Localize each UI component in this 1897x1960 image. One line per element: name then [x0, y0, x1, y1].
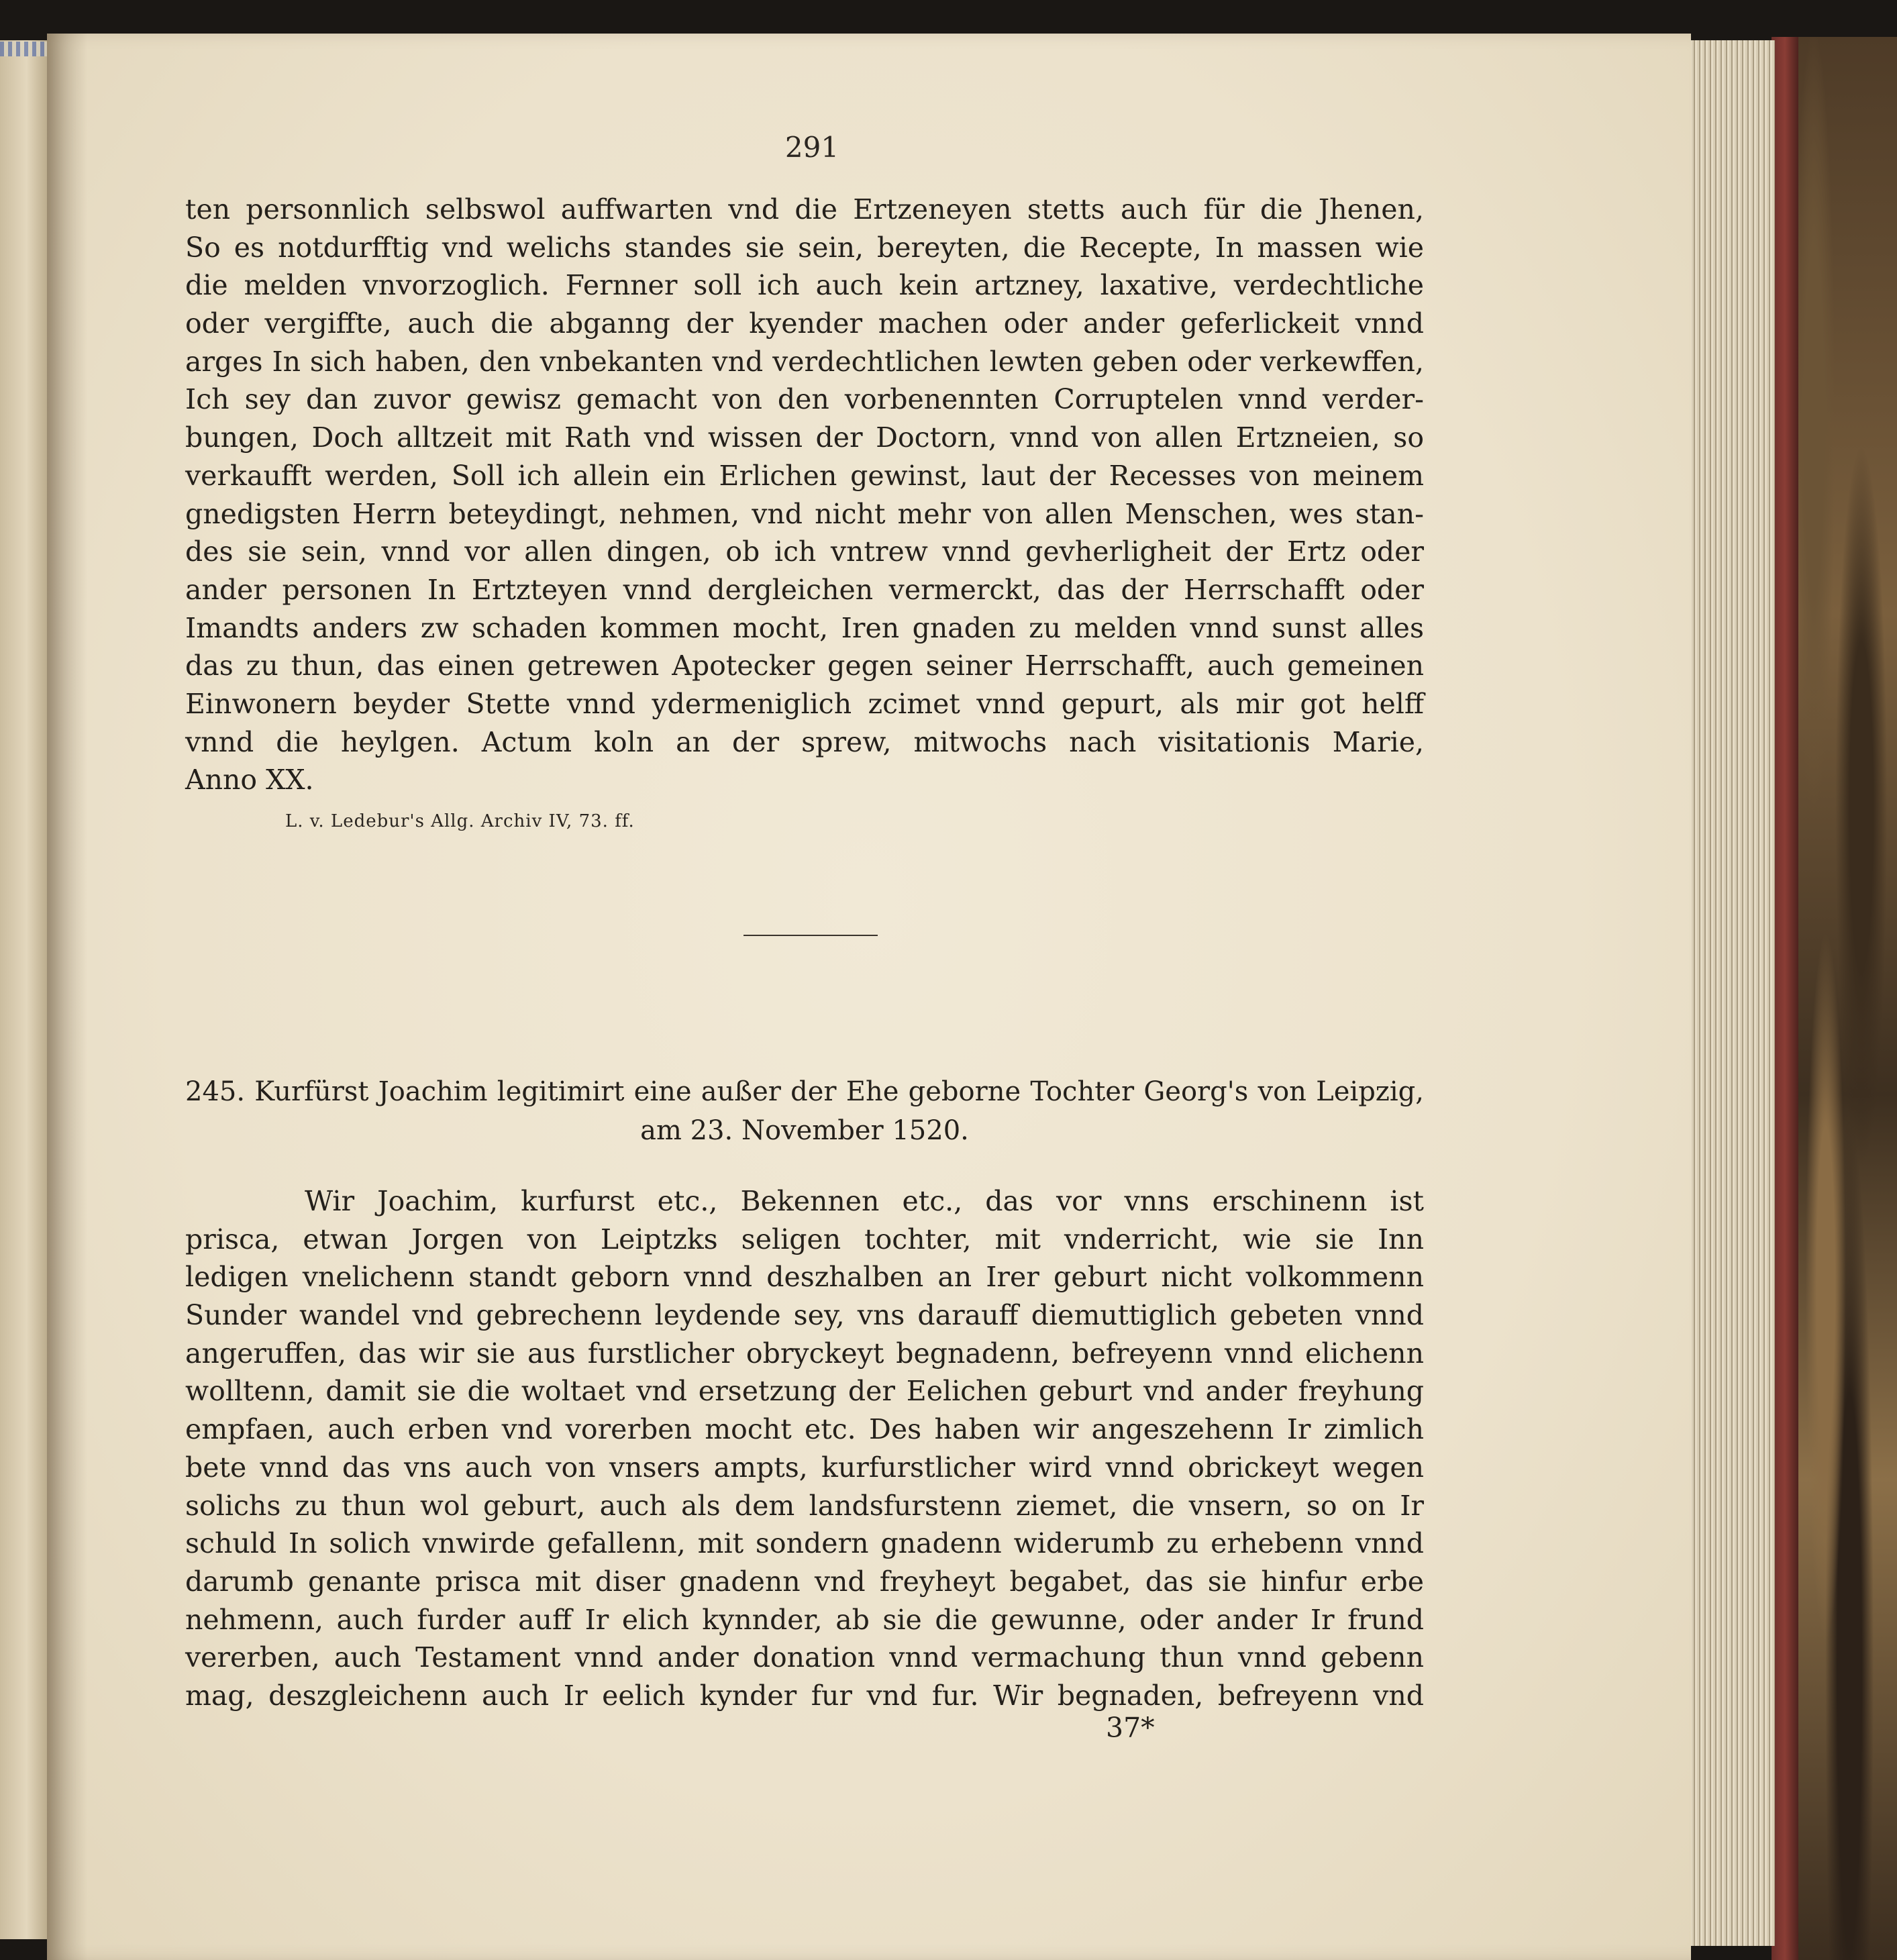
- text-line: das zu thun, das einen getrewen Apotecker gegen seiner Herrschafft, auch gemeinen: [185, 650, 1424, 682]
- text-line: solichs zu thun wol geburt, auch als dem landsfurstenn ziemet, die vnsern, so on Ir: [185, 1489, 1424, 1522]
- text-line: die melden vnvorzoglich. Fernner soll ich auch kein artzney, laxative, verdechtliche: [185, 269, 1424, 302]
- page-number: 291: [784, 131, 839, 164]
- text-line: arges In sich haben, den vnbekanten vnd verdechtlichen lewten geben oder verkewffen,: [185, 345, 1424, 378]
- text-line: bete vnnd das vns auch von vnsers ampts, kurfurstlicher wird vnnd obrickeyt wegen: [185, 1451, 1424, 1484]
- text-line: Einwonern beyder Stette vnnd ydermeniglich zcimet vnnd gepurt, als mir got helff: [185, 687, 1424, 720]
- paragraph-legitimation: [185, 1182, 1424, 1715]
- text-line: empfaen, auch erben vnd vorerben mocht etc. Des haben wir angeszehenn Ir zimlich: [185, 1413, 1424, 1446]
- text-line: ander personen In Ertzteyen vnnd dergleichen vermerckt, das der Herrschafft oder: [185, 573, 1424, 606]
- text-line: mag, deszgleichenn auch Ir eelich kynder fur vnd fur. Wir begnaden, befreyenn vnd: [185, 1679, 1424, 1712]
- document-heading: [185, 1072, 1424, 1150]
- paragraph-charter-end: [185, 191, 1424, 799]
- text-line: verkaufft werden, Soll ich allein ein Erlichen gewinst, laut der Recesses von meinem: [185, 459, 1424, 492]
- heading-title: 245. Kurfürst Joachim legitimirt eine außer der Ehe geborne Tochter Georg's von Leipzig,: [185, 1076, 1424, 1107]
- text-line: darumb genante prisca mit diser gnadenn vnd freyheyt begabet, das sie hinfur erbe: [185, 1565, 1424, 1598]
- gutter-shadow: [47, 34, 87, 1960]
- text-line: schuld In solich vnwirde gefallenn, mit sondern gnadenn widerumb zu erhebenn vnnd: [185, 1527, 1424, 1560]
- text-line: ten personnlich selbswol auffwarten vnd die Ertzeneyen stetts auch für die Jhenen,: [185, 193, 1424, 225]
- text-line: So es notdurfftig vnd welichs standes sie sein, bereyten, die Recepte, In massen wie: [185, 231, 1424, 264]
- text-line: Ich sey dan zuvor gewisz gemacht von den vorbenennten Corruptelen vnnd verder-: [185, 383, 1424, 416]
- text-line: des sie sein, vnnd vor allen dingen, ob ich vntrew vnnd gevherligheit der Ertz oder: [185, 535, 1424, 568]
- text-line: vnnd die heylgen. Actum koln an der sprew, mitwochs nach visitationis Marie,: [185, 725, 1424, 758]
- text-line: wolltenn, damit sie die woltaet vnd ersetzung der Eelichen geburt vnd ander freyhung: [185, 1375, 1424, 1408]
- page-block-edges: [1681, 40, 1775, 1946]
- text-line: gnedigsten Herrn beteydingt, nehmen, vnd nicht mehr von allen Menschen, wes stan-: [185, 497, 1424, 530]
- text-line: nehmenn, auch furder auff Ir elich kynnder, ab sie die gewunne, oder ander Ir frund: [185, 1603, 1424, 1636]
- text-line: Imandts anders zw schaden kommen mocht, Iren gnaden zu melden vnnd sunst alles: [185, 611, 1424, 644]
- left-page-edge: [0, 40, 48, 1939]
- text-line: Anno XX.: [185, 764, 314, 796]
- source-citation: L. v. Ledebur's Allg. Archiv IV, 73. ff.: [285, 811, 635, 831]
- text-line: Sunder wandel vnd gebrechenn leydende sey, vns darauff diemuttiglich gebeten vnnd: [185, 1299, 1424, 1332]
- text-line: vererben, auch Testament vnnd ander donation vnnd vermachung thun vnnd gebenn: [185, 1641, 1424, 1674]
- text-line: prisca, etwan Jorgen von Leiptzks seligen tochter, mit vnderricht, wie sie Inn: [185, 1223, 1424, 1255]
- text-line: Wir Joachim, kurfurst etc., Bekennen etc., das vor vnns erschinenn ist: [305, 1185, 1424, 1217]
- text-line: oder vergiffte, auch die abganng der kyender machen oder ander geferlickeit vnnd: [185, 307, 1424, 340]
- text-line: angeruffen, das wir sie aus furstlicher obryckeyt begnadenn, befreyenn vnnd elichenn: [185, 1337, 1424, 1370]
- signature-mark: 37*: [1106, 1712, 1155, 1744]
- text-line: bungen, Doch alltzeit mit Rath vnd wissen der Doctorn, vnnd von allen Ertzneien, so: [185, 421, 1424, 454]
- cover-spine-edge: [1772, 37, 1798, 1960]
- heading-date: am 23. November 1520.: [640, 1115, 969, 1146]
- text-line: ledigen vnelichenn standt geborn vnnd deszhalben an Irer geburt nicht volkommenn: [185, 1261, 1424, 1294]
- section-divider: [744, 935, 878, 936]
